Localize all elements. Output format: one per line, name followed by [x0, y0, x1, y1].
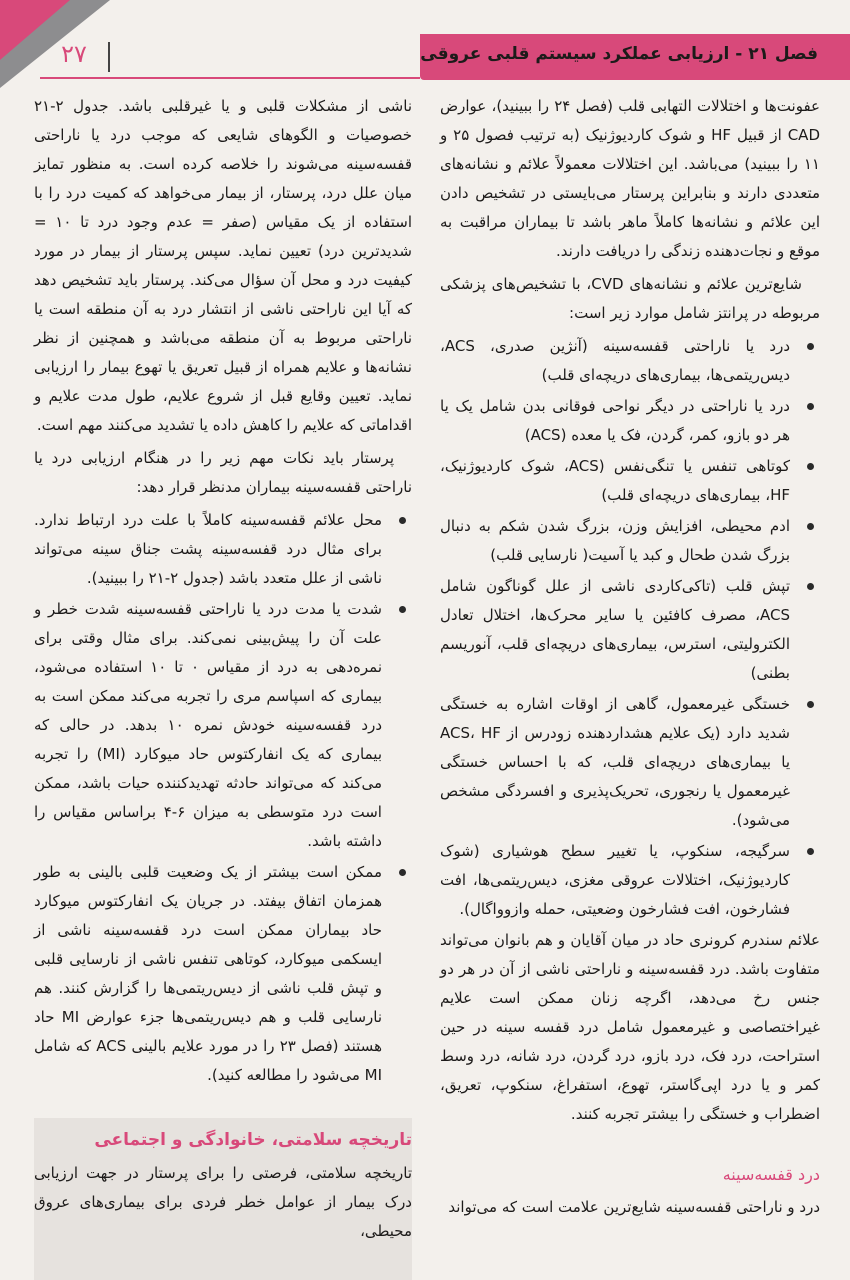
list-item [34, 595, 412, 856]
list-item-text: شدت یا مدت درد یا ناراحتی قفسه‌سینه شدت خطر و علت آن را پیش‌بینی نمی‌کند. برای مثال وقتی برای نمره‌دهی به درد از مقیاس ۰ تا ۱۰ استفاده می‌شود، بیماری که اسپاسم مری را تجربه می‌کند ممکن است به درد قفسه‌سینه خودش نمره ۱۰ بدهد. در حالی که بیماری که یک انفارکتوس حاد میوکارد (MI) را تجربه می‌کند که می‌تواند حادثه تهدیدکننده حیات باشد، ممکن است درد متوسطی به میزان ۶-۴ براساس مقیاس را داشته باشد. [34, 600, 382, 850]
chapter-title: فصل ۲۱ - ارزیابی عملکرد سیستم قلبی عروقی [420, 44, 818, 64]
bullet-icon [399, 606, 406, 613]
left-paragraph-1: ناشی از مشکلات قلبی و یا غیرقلبی باشد. جدول ۲-۲۱ خصوصیات و الگوهای شایعی که موجب درد یا ناراحتی قفسه‌سینه می‌شوند را خلاصه کرده است. به منظور تمایز میان علل درد، پرستار، از بیمار می‌خواهد که کمیت درد را با استفاده از یک مقیاس (صفر = عدم وجود درد تا ۱۰ = شدیدترین درد) تعیین نماید. سپس پرستار از بیمار در مورد کیفیت درد و محل آن سؤال می‌کند. پرستار باید تشخیص دهد که آیا این ناراحتی ناشی از انتشار درد به آن منطقه است یا ناراحتی مربوط به آن منطقه می‌باشد و همچنین از نظر نشانه‌ها و علایم همراه از قبیل تعریق یا تهوع بیمار را ارزیابی نماید. تعیین وقایع قبل از شروع علایم، طول مدت علایم و اقداماتی که علایم را کاهش داده یا تشدید می‌کنند مهم است. [34, 97, 413, 434]
header-rule [40, 77, 420, 79]
list-item-text: سرگیجه، سنکوپ، یا تغییر سطح هوشیاری (شوک کاردیوژنیک، اختلالات عروقی مغزی، دیس‌ریتمی‌ها، افت فشارخون، افت فشارخون وضعیتی، حمله وازوواگال). [440, 842, 790, 918]
list-item [440, 572, 820, 688]
health-history-text: تاریخچه سلامتی، فرصتی را برای پرستار در جهت ارزیابی درک بیمار از عوامل خطر فردی برای بیماری‌های عروق محیطی، [34, 1164, 412, 1240]
list-item-text: تپش قلب (تاکی‌کاردی ناشی از علل گوناگون شامل ACS، مصرف کافئین یا سایر محرک‌ها، اختلال تعادل الکترولیتی، استرس، بیماری‌های دریچه‌ای قلب، آنوریسم بطنی) [440, 577, 790, 682]
health-history-section [34, 1118, 412, 1250]
chapter-title-bar [420, 34, 850, 80]
bullet-icon [807, 583, 814, 590]
list-item-text: ادم محیطی، افزایش وزن، بزرگ شدن شکم به دنبال بزرگ شدن طحال و کبد یا آسیت( نارسایی قلب) [440, 517, 790, 564]
bullet-icon [807, 848, 814, 855]
left-paragraph-2: پرستار باید نکات مهم زیر را در هنگام ارزیابی درد یا ناراحتی قفسه‌سینه بیماران مدنظر قرار دهد: [34, 449, 412, 496]
list-item [34, 858, 412, 1090]
list-item-text: خستگی غیرمعمول، گاهی از اوقات اشاره به خستگی شدید دارد (یک علایم هشداردهنده زودرس از ACS، HF یا بیماری‌های دریچه‌ای قلب، که با احساس خستگی غیرمعمول یا رنجوری، تحریک‌پذیری و افسردگی مشخص می‌شود). [440, 695, 790, 829]
chest-pain-section [440, 1160, 820, 1226]
list-item [440, 392, 820, 450]
list-item [440, 690, 820, 835]
list-item-text: محل علائم قفسه‌سینه کاملاً با علت درد ارتباط ندارد. برای مثال درد قفسه‌سینه پشت جناق سینه می‌تواند ناشی از علل متعدد باشد (جدول ۲-۲۱ را ببینید). [34, 511, 382, 587]
list-intro: شایع‌ترین علائم و نشانه‌های CVD، با تشخیص‌های پزشکی مربوطه در پرانتز شامل موارد زیر است: [440, 275, 820, 322]
bullet-icon [807, 343, 814, 350]
list-item-text: کوتاهی تنفس یا تنگی‌نفس (ACS، شوک کاردیوژنیک، HF، بیماری‌های دریچه‌ای قلب) [440, 457, 790, 504]
list-item [440, 512, 820, 570]
bullet-icon [807, 403, 814, 410]
intro-paragraph: عفونت‌ها و اختلالات التهابی قلب (فصل ۲۴ را ببینید)، عوارض CAD از قبیل HF و شوک کاردیوژنیک (به ترتیب فصول ۲۵ و ۱۱ را ببینید) می‌باشد. این اختلالات معمولاً علائم و نشانه‌های متعددی دارند و بنابراین پرستار می‌بایستی در تشخیص دادن این علائم و نشانه‌ها کاملاً ماهر باشد تا بیماران مراقبت به موقع و نجات‌دهنده زندگی را دریافت دارند. [440, 97, 820, 260]
health-history-heading: تاریخچه سلامتی، خانوادگی و اجتماعی [94, 1130, 412, 1150]
list-item [440, 837, 820, 924]
page-number: ۲۷ [61, 40, 87, 68]
assessment-list [34, 506, 412, 1090]
list-item-text: درد یا ناراحتی در دیگر نواحی فوقانی بدن شامل یک یا هر دو بازو، کمر، گردن، فک یا معده (ACS) [440, 397, 790, 444]
right-column [440, 92, 820, 1133]
bullet-icon [807, 701, 814, 708]
symptom-list [440, 332, 820, 924]
list-item [34, 506, 412, 593]
bullet-icon [807, 523, 814, 530]
list-item-text: ممکن است بیشتر از یک وضعیت قلبی بالینی به طور همزمان اتفاق بیفتد. در جریان یک انفارکتوس میوکارد حاد بیماران ممکن است درد قفسه‌سینه ناشی از ایسکمی میوکارد، کوتاهی تنفس ناشی از نارسایی قلبی و تپش قلب ناشی از دیس‌ریتمی‌ها را گزارش کنند. هم نارسایی قلب و هم دیس‌ریتمی‌ها جزء عوارض MI حاد هستند (فصل ۲۳ را در مورد علایم بالینی ACS که شامل MI می‌شود را مطالعه کنید). [34, 863, 383, 1084]
list-item [440, 452, 820, 510]
header-separator [108, 42, 110, 72]
bullet-icon [399, 869, 406, 876]
bullet-icon [807, 463, 814, 470]
list-item-text: درد یا ناراحتی قفسه‌سینه (آنژین صدری، ACS، دیس‌ریتمی‌ها، بیماری‌های دریچه‌ای قلب) [440, 337, 790, 384]
list-item [440, 332, 820, 390]
chest-pain-heading: درد قفسه‌سینه [722, 1165, 820, 1184]
left-column [34, 92, 412, 1092]
chest-pain-text: درد و ناراحتی قفسه‌سینه شایع‌ترین علامت است که می‌تواند [448, 1198, 820, 1216]
closing-paragraph: علائم سندرم کرونری حاد در میان آقایان و هم بانوان می‌تواند متفاوت باشد. درد قفسه‌سینه و ناراحتی ناشی از آن در هر دو جنس رخ می‌دهد، اگرچه زنان ممکن است علایم غیراختصاصی و غیرمعمول شامل درد قفسه سینه در حین استراحت، درد فک، درد بازو، درد گردن، درد شانه، درد وسط کمر و یا درد اپی‌گاستر، تهوع، استفراغ، سنکوپ، تعریق، اضطراب و خستگی را بیشتر تجربه کنند. [440, 931, 820, 1123]
bullet-icon [399, 517, 406, 524]
page-header [40, 34, 850, 80]
